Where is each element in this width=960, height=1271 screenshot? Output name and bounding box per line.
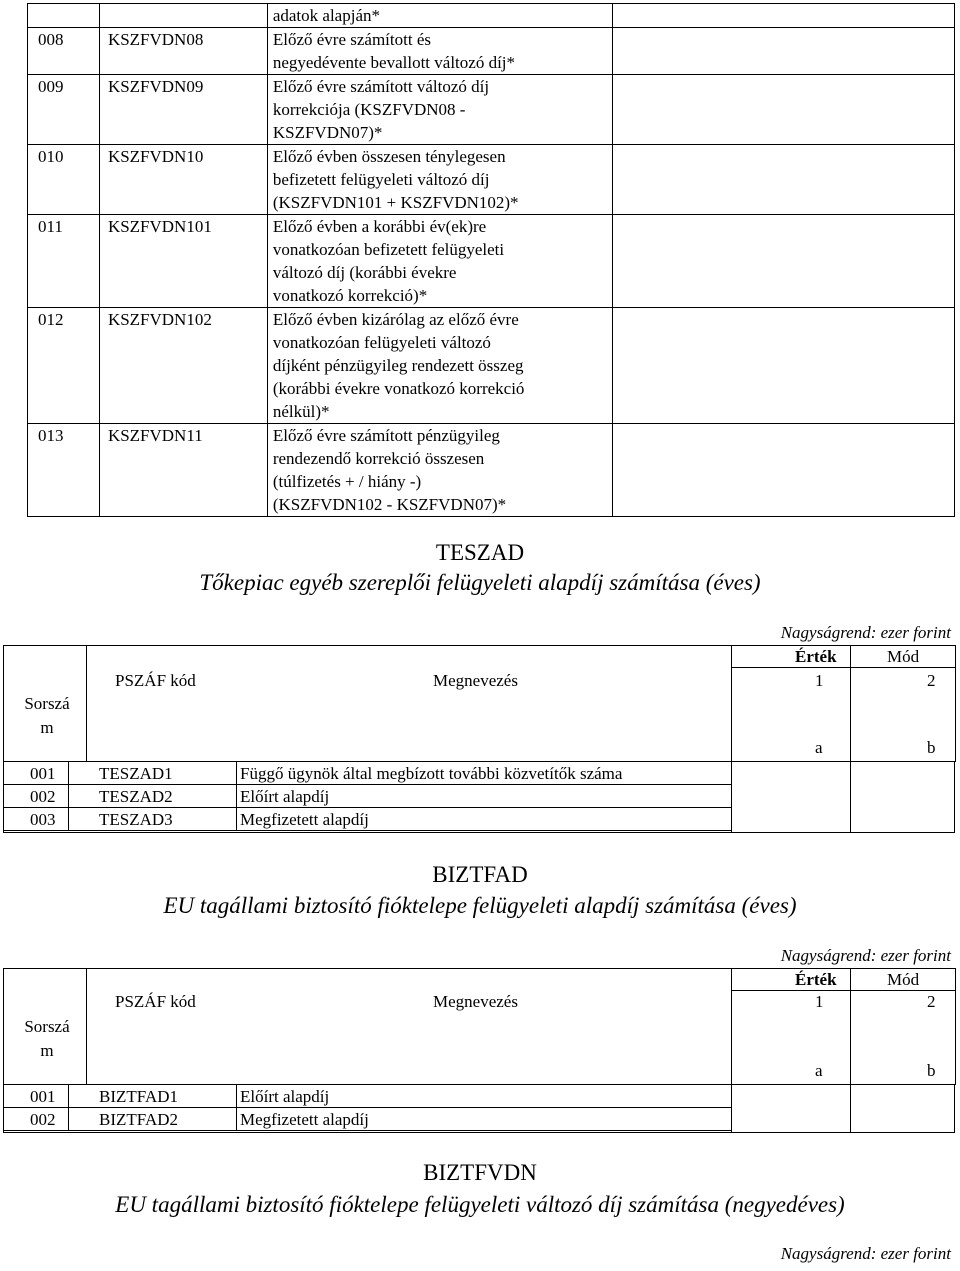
row-name-line: Előző évben a korábbi év(ek)re	[272, 217, 487, 236]
value-cell	[612, 75, 955, 145]
section-title-biztfvdn: EU tagállami biztosító fióktelepe felügyeleti változó díj számítása (negyedéves)	[115, 1192, 845, 1217]
header-col-a: a	[815, 738, 823, 757]
value-cell	[612, 28, 955, 75]
header-megnevezes: Megnevezés	[433, 671, 518, 690]
unit-label-teszad: Nagyságrend: ezer forint	[780, 623, 951, 642]
row-code: BIZTFAD2	[99, 1110, 179, 1129]
section-title-biztfad: EU tagállami biztosító fióktelepe felügyeleti alapdíj számítása (éves)	[163, 893, 797, 918]
row-code	[99, 4, 267, 28]
table-row	[28, 308, 955, 424]
header-ertek: Érték	[795, 970, 837, 989]
row-name-line: (túlfizetés + / hiány -)	[272, 472, 422, 491]
row-name	[267, 145, 612, 215]
row-code: KSZFVDN101	[99, 215, 267, 308]
table-row	[28, 75, 955, 145]
row-code: KSZFVDN08	[99, 28, 267, 75]
row-code: TESZAD3	[99, 810, 173, 829]
row-code: KSZFVDN11	[99, 424, 267, 517]
value-cell	[612, 145, 955, 215]
row-name: Megfizetett alapdíj	[240, 810, 369, 829]
row-name-line: vonatkozó korrekció)*	[272, 286, 428, 305]
row-name-line: KSZFVDN07)*	[272, 123, 383, 142]
value-cell	[612, 308, 955, 424]
row-number: 013	[28, 424, 100, 517]
table-row	[28, 424, 955, 517]
row-code: KSZFVDN09	[99, 75, 267, 145]
row-number: 002	[30, 787, 56, 806]
row-name-line: befizetett felügyeleti változó díj	[272, 170, 490, 189]
row-number: 008	[28, 28, 100, 75]
row-name-line: díjként pénzügyileg rendezett összeg	[272, 356, 524, 375]
row-name-line: korrekciója (KSZFVDN08 -	[272, 100, 466, 119]
row-name	[267, 308, 612, 424]
row-name-line: Előző évben összesen ténylegesen	[272, 147, 506, 166]
row-code: BIZTFAD1	[99, 1087, 179, 1106]
section-code-biztfad: BIZTFAD	[432, 862, 528, 887]
row-name	[267, 28, 612, 75]
row-name-line: vonatkozóan felügyeleti változó	[272, 333, 491, 352]
cell-divider	[68, 1108, 69, 1131]
row-name-line: (korábbi évekre vonatkozó korrekció	[272, 379, 525, 398]
cell-divider	[236, 1108, 237, 1131]
table-row	[3, 762, 731, 785]
cell-divider	[68, 762, 69, 785]
row-name-line: negyedévente bevallott változó díj*	[272, 53, 516, 72]
header-megnevezes: Megnevezés	[433, 992, 518, 1011]
top-table	[27, 3, 955, 517]
header-col-b: b	[927, 1061, 936, 1080]
section-code-teszad: TESZAD	[435, 540, 525, 565]
row-number: 009	[28, 75, 100, 145]
row-name-line: Előző évre számított változó díj	[272, 77, 490, 96]
row-number: 012	[28, 308, 100, 424]
cell-divider	[236, 785, 237, 808]
row-number: 011	[28, 215, 100, 308]
cell-divider	[236, 762, 237, 785]
header-sorszam: Sorszá m	[24, 1017, 70, 1060]
row-number: 010	[28, 145, 100, 215]
row-code: KSZFVDN102	[99, 308, 267, 424]
row-name	[267, 4, 612, 28]
row-number: 002	[30, 1110, 56, 1129]
value-cell	[612, 424, 955, 517]
header-col-b: b	[927, 738, 936, 757]
row-name: Függő ügynök által megbízott további közvetítők száma	[240, 764, 623, 783]
value-cell	[612, 4, 955, 28]
header-col-1: 1	[815, 671, 824, 690]
table-row	[3, 808, 731, 831]
row-code: TESZAD2	[99, 787, 173, 806]
table-row	[28, 4, 955, 28]
header-pszaf-kod: PSZÁF kód	[115, 671, 196, 690]
row-number: 003	[30, 810, 56, 829]
table-row	[28, 215, 955, 308]
header-mod: Mód	[887, 970, 920, 989]
row-name-line: adatok alapján*	[272, 6, 380, 25]
table-row	[3, 1108, 731, 1131]
cell-divider	[236, 808, 237, 831]
header-pszaf-kod: PSZÁF kód	[115, 992, 196, 1011]
header-sorszam: Sorszá m	[24, 694, 70, 737]
row-name	[267, 215, 612, 308]
header-col-2: 2	[927, 992, 936, 1011]
section-code-biztfvdn: BIZTFVDN	[423, 1160, 537, 1185]
table-row	[28, 28, 955, 75]
header-col-1: 1	[815, 992, 824, 1011]
row-name: Előírt alapdíj	[240, 787, 330, 806]
cell-divider	[68, 1085, 69, 1108]
row-name-line: nélkül)*	[272, 402, 330, 421]
row-name-line: Előző évre számított pénzügyileg	[272, 426, 500, 445]
row-number	[28, 4, 100, 28]
header-col-a: a	[815, 1061, 823, 1080]
unit-label-biztfvdn: Nagyságrend: ezer forint	[780, 1244, 951, 1263]
value-cell	[612, 215, 955, 308]
table-row	[3, 785, 731, 808]
header-mod: Mód	[887, 647, 920, 666]
row-name-line: rendezendő korrekció összesen	[272, 449, 485, 468]
row-name-line: vonatkozóan befizetett felügyeleti	[272, 240, 505, 259]
row-code: KSZFVDN10	[99, 145, 267, 215]
row-name: Megfizetett alapdíj	[240, 1110, 369, 1129]
section-title-teszad: Tőkepiac egyéb szereplői felügyeleti alapdíj számítása (éves)	[199, 570, 761, 595]
cell-divider	[236, 1085, 237, 1108]
table-row	[3, 1085, 731, 1108]
header-col-2: 2	[927, 671, 936, 690]
row-name-line: (KSZFVDN101 + KSZFVDN102)*	[272, 193, 519, 212]
row-number: 001	[30, 764, 56, 783]
table-row	[28, 145, 955, 215]
row-name: Előírt alapdíj	[240, 1087, 330, 1106]
cell-divider	[68, 808, 69, 831]
unit-label-biztfad: Nagyságrend: ezer forint	[780, 946, 951, 965]
row-name-line: változó díj (korábbi évekre	[272, 263, 457, 282]
row-name-line: (KSZFVDN102 - KSZFVDN07)*	[272, 495, 507, 514]
row-name-line: Előző évben kizárólag az előző évre	[272, 310, 519, 329]
row-name	[267, 75, 612, 145]
row-name-line: Előző évre számított és	[272, 30, 431, 49]
row-number: 001	[30, 1087, 56, 1106]
row-name	[267, 424, 612, 517]
cell-divider	[68, 785, 69, 808]
header-ertek: Érték	[795, 647, 837, 666]
row-code: TESZAD1	[99, 764, 173, 783]
